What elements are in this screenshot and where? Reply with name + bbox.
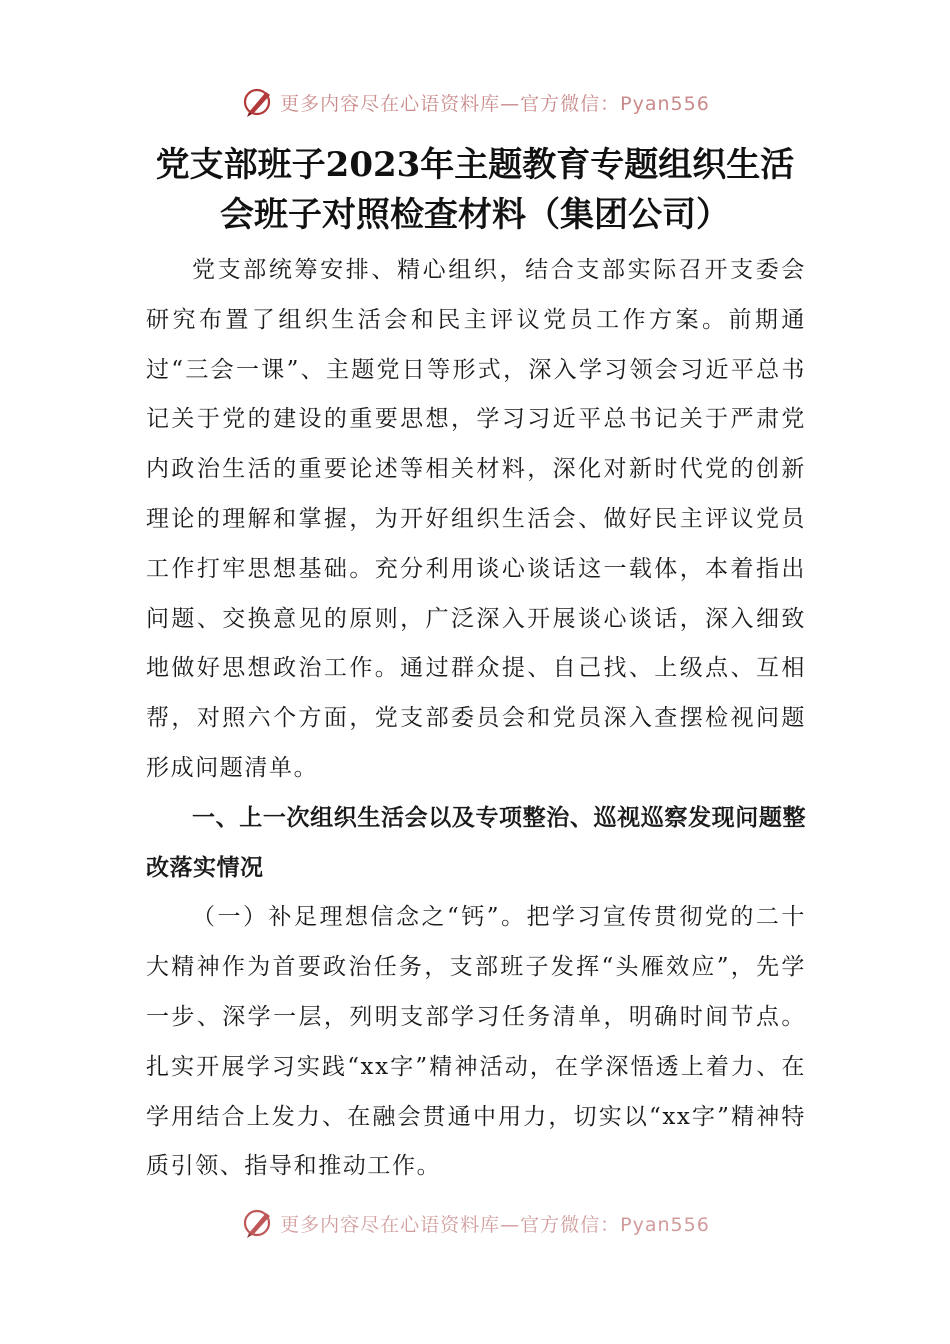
- footer-watermark: [0, 1203, 950, 1243]
- pen-logo-icon: [240, 84, 276, 120]
- title-line-2: 会班子对照检查材料（集团公司）: [220, 195, 730, 235]
- section-1-paragraph-1: （一）补足理想信念之“钙”。把学习宣传贯彻党的二十大精神作为首要政治任务，支部班子发挥“头雁效应”，先学一步、深学一层，列明支部学习任务清单，明确时间节点。扎实开展学习实践“xx字”精神活动，在学深悟透上着力、在学用结合上发力、在融会贯通中用力，切实以“xx字”精神特质引领、指导和推动工作。: [146, 904, 806, 1180]
- section-1-heading: 一、上一次组织生活会以及专项整治、巡视巡察发现问题整改落实情况: [146, 804, 806, 881]
- watermark-text: 更多内容尽在心语资料库—官方微信：Pyan556: [280, 1213, 710, 1236]
- title-line-1: 党支部班子2023年主题教育专题组织生活: [155, 145, 795, 185]
- intro-paragraph: 党支部统筹安排、精心组织，结合支部实际召开支委会研究布置了组织生活会和民主评议党员工作方案。前期通过“三会一课”、主题党日等形式，深入学习领会习近平总书记关于党的建设的重要思想，学习习近平总书记关于严肃党内政治生活的重要论述等相关材料，深化对新时代党的创新理论的理解和掌握，为开好组织生活会、做好民主评议党员工作打牢思想基础。充分利用谈心谈话这一载体，本着指出问题、交换意见的原则，广泛深入开展谈心谈话，深入细致地做好思想政治工作。通过群众提、自己找、上级点、互相帮，对照六个方面，党支部委员会和党员深入查摆检视问题形成问题清单。: [146, 257, 806, 781]
- document-body: [146, 246, 806, 1192]
- document-title: [120, 140, 830, 240]
- pen-logo-icon: [240, 1205, 276, 1241]
- header-watermark: [0, 82, 950, 122]
- watermark-text: 更多内容尽在心语资料库—官方微信：Pyan556: [280, 92, 710, 115]
